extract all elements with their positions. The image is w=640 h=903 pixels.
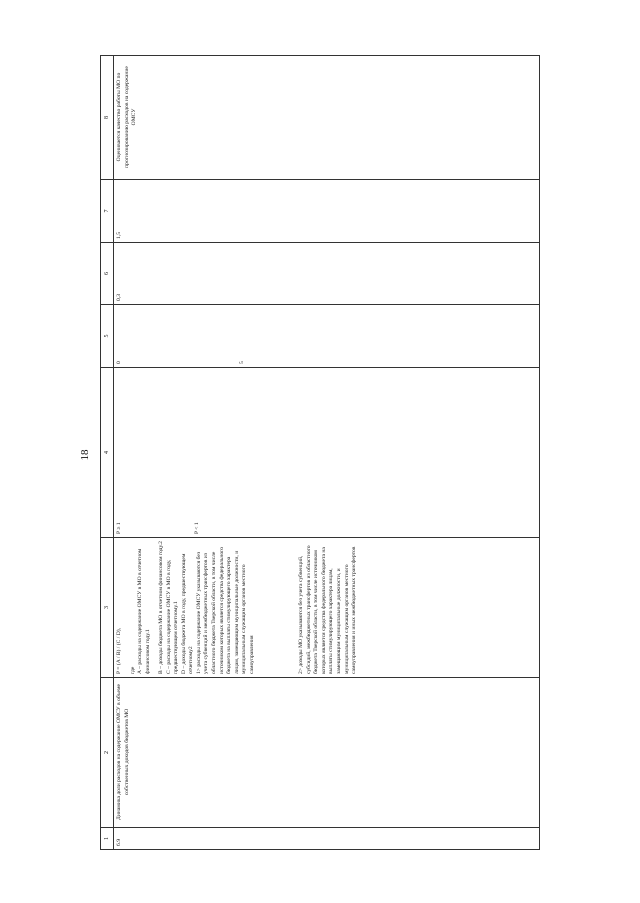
column-condition bbox=[100, 368, 540, 538]
footnote-1: 1> расходы на содержание ОМСУ указываются без учета субвенций и межбюджетных трансфертов из областного бюджета Тверской области, в том числе источником которых является средства федерального бюджета на выплаты стимулирующего характера лицам, замещающим муниципальные должности, и муниципальным служащим органов местного самоуправления bbox=[195, 546, 255, 674]
column-indicator bbox=[100, 678, 540, 828]
definition-b: B – доходы бюджета МО в отчетном финансовом году.2 bbox=[158, 541, 165, 674]
weight-value: 0,3 bbox=[116, 294, 122, 301]
column-number bbox=[100, 828, 540, 850]
column-header-2: 2 bbox=[100, 678, 114, 827]
formula: P = (A / B) / (C / D), bbox=[116, 628, 122, 674]
indicator-name: Динамика доли расходов на содержание ОМСУ в объеме собственных доходов бюджетов МО bbox=[116, 684, 130, 820]
condition-2: P < 1 bbox=[193, 522, 200, 534]
column-header-5: 5 bbox=[100, 305, 114, 367]
column-header-6: 6 bbox=[100, 243, 114, 304]
column-header-3: 3 bbox=[100, 538, 114, 677]
footnote-2: 2> доходы МО указываются без учета субвенций, субсидий, межбюджетных трансфертов из областного бюджета Тверской области, в том числе источником которых является средства федерального бюджета на выплаты стимулирующего характера лицам, замещающим муниципальные должности, и муниципальным служащим органов местного самоуправления и иных межбюджетных трансфертов bbox=[298, 545, 358, 674]
condition-1: P ≥ 1 bbox=[116, 522, 122, 534]
column-header-7: 7 bbox=[100, 180, 114, 242]
purpose-text: Оценивается качество работы МО по прогнозированию расходов на содержание ОМСУ bbox=[116, 66, 138, 168]
column-header-8: 8 bbox=[100, 56, 114, 179]
score-2: 5 bbox=[238, 361, 245, 364]
column-header-1: 1 bbox=[100, 828, 114, 849]
definition-a: A – расходы на содержание ОМСУ в МО в отчетном финансовом году.1 bbox=[137, 548, 151, 674]
formula-where: где bbox=[129, 666, 136, 674]
definition-c: C – расходы на содержание ОМСУ в МО в году, предшествующем отчетному.1 bbox=[165, 559, 180, 674]
column-header-4: 4 bbox=[100, 368, 114, 537]
row-number: 6.9 bbox=[116, 839, 122, 846]
column-score bbox=[100, 305, 540, 368]
coefficient-value: 1,5 bbox=[116, 232, 122, 239]
criteria-table bbox=[100, 55, 540, 850]
column-coefficient bbox=[100, 180, 540, 243]
definition-d: D – доходы бюджета МО в году, предшествующем отчетному2 bbox=[180, 553, 195, 674]
page-number: 18 bbox=[79, 449, 91, 461]
rotated-table-area bbox=[100, 55, 540, 850]
column-purpose bbox=[100, 55, 540, 180]
column-formula bbox=[100, 538, 540, 678]
column-weight bbox=[100, 243, 540, 305]
score-1: 0 bbox=[116, 361, 122, 364]
